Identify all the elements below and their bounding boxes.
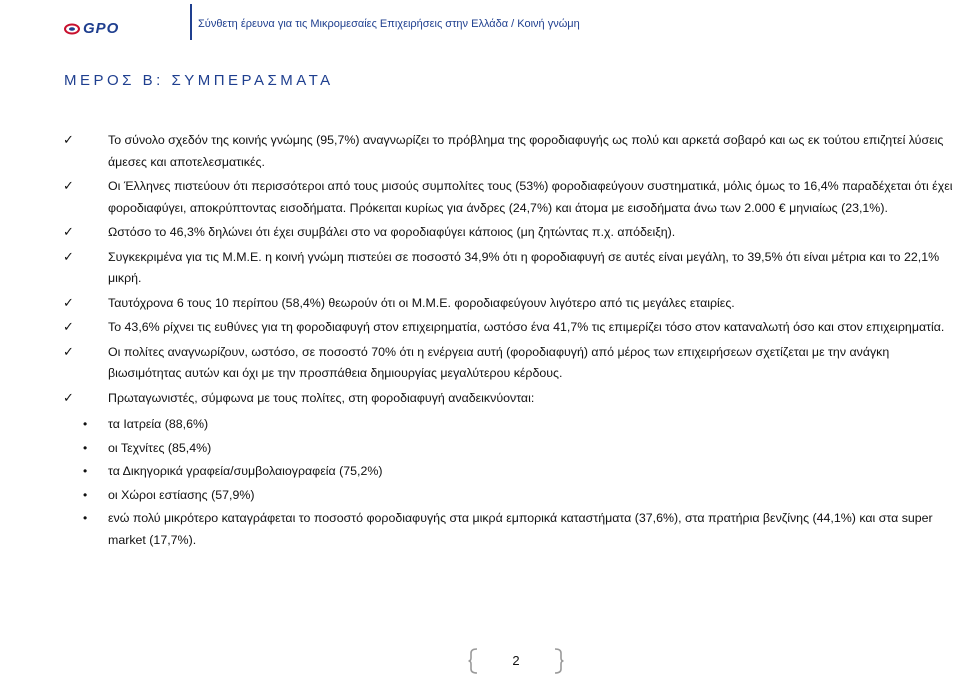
conclusion-text: Το 43,6% ρίχνει τις ευθύνες για τη φοροδιαφυγή στον επιχειρηματία, ωστόσο ένα 41,7% τις επιμερίζει τόσο στον καταναλωτή όσο και στον επιχειρηματία.	[108, 320, 945, 334]
logo-swirl-icon	[64, 23, 80, 35]
bullet-icon: •	[83, 511, 88, 525]
conclusion-item	[60, 293, 960, 315]
conclusion-text: Ταυτόχρονα 6 τους 10 περίπου (58,4%) θεωρούν ότι οι Μ.Μ.Ε. φοροδιαφεύγουν λιγότερο από τις μεγάλες εταιρίες.	[108, 295, 735, 310]
section-title: ΜΕΡΟΣ Β: ΣΥΜΠΕΡΑΣΜΑΤΑ	[64, 72, 334, 89]
check-icon: ✓	[63, 249, 74, 265]
protagonist-item	[60, 414, 960, 436]
header-divider	[190, 4, 192, 40]
conclusion-text: Συγκεκριμένα για τις Μ.Μ.Ε. η κοινή γνώμη πιστεύει σε ποσοστό 34,9% ότι η φοροδιαφυγή σε αυτές είναι μεγάλη, το 39,5% ότι είναι μέτρια και το 22,1% μικρή.	[108, 249, 940, 285]
conclusion-text: Οι πολίτες αναγνωρίζουν, ωστόσο, σε ποσοστό 70% ότι η ενέργεια αυτή (φοροδιαφυγή) από μέρος των επιχειρήσεων σχετίζεται με την ανάγκη βιωσιμότητας αυτών και όχι με την προσπάθεια δημιουργίας μεγαλύτερου κέρδους.	[108, 344, 890, 380]
check-icon: ✓	[63, 344, 74, 360]
conclusion-item	[60, 388, 960, 410]
right-brace-icon	[554, 648, 564, 674]
bullet-icon: •	[83, 440, 88, 455]
conclusion-text: Οι Έλληνες πιστεύουν ότι περισσότεροι από τους μισούς συμπολίτες τους (53%) φοροδιαφεύγουν συστηματικά, μόλις όμως το 16,4% παραδέχεται ότι έχει φοροδιαφύγει, αποκρύπτοντας εισοδήματα. Πρόκειται κυρίως για άνδρες (24,7%) και άτομα με εισοδήματα άνω των 2.000 € μηνιαίως (23,1%).	[108, 179, 953, 215]
protagonist-item	[60, 461, 960, 483]
protagonist-text: οι Χώροι εστίασης (57,9%)	[108, 487, 255, 502]
check-icon: ✓	[63, 390, 74, 406]
check-icon: ✓	[63, 295, 74, 311]
logo-text: GPO	[83, 20, 120, 37]
check-icon: ✓	[63, 133, 74, 148]
conclusion-item	[60, 130, 960, 173]
conclusions-list	[60, 130, 960, 551]
page-header	[0, 0, 960, 48]
conclusion-text: Το σύνολο σχεδόν της κοινής γνώμης (95,7%) αναγνωρίζει το πρόβλημα της φοροδιαφυγής ως πολύ και αρκετά σοβαρό και ως εκ τούτου επιζητεί λύσεις άμεσες και αποτελεσματικές.	[108, 133, 944, 169]
protagonist-item	[60, 508, 960, 551]
check-icon: ✓	[63, 225, 74, 240]
conclusion-item	[60, 247, 960, 290]
protagonist-text: οι Τεχνίτες (85,4%)	[108, 440, 212, 455]
conclusion-text: Πρωταγωνιστές, σύμφωνα με τους πολίτες, στη φοροδιαφυγή αναδεικνύονται:	[108, 390, 535, 405]
conclusion-text: Ωστόσο το 46,3% δηλώνει ότι έχει συμβάλει στο να φοροδιαφύγει κάποιος (μη ζητώντας π.χ. απόδειξη).	[108, 225, 676, 239]
protagonist-text: τα Ιατρεία (88,6%)	[108, 417, 209, 431]
conclusion-item	[60, 317, 960, 339]
conclusion-item	[60, 222, 960, 244]
conclusion-item	[60, 342, 960, 385]
protagonist-text: τα Δικηγορικά γραφεία/συμβολαιογραφεία (75,2%)	[108, 464, 383, 478]
bullet-icon: •	[83, 464, 88, 478]
protagonist-item	[60, 438, 960, 460]
check-icon: ✓	[63, 320, 74, 335]
bullet-icon: •	[83, 417, 88, 431]
protagonist-text: ενώ πολύ μικρότερο καταγράφεται το ποσοστό φοροδιαφυγής στα μικρά εμπορικά καταστήματα (37,6%), στα πρατήρια βενζίνης (44,1%) και στα super market (17,7%).	[108, 511, 933, 547]
bullet-icon: •	[83, 487, 88, 502]
gpo-logo	[64, 20, 119, 37]
header-title: Σύνθετη έρευνα για τις Μικρομεσαίες Επιχειρήσεις στην Ελλάδα / Κοινή γνώμη	[198, 18, 580, 30]
check-icon: ✓	[63, 179, 74, 194]
conclusion-item	[60, 176, 960, 219]
protagonist-item	[60, 485, 960, 507]
page-footer	[468, 648, 568, 674]
page-number: 2	[512, 653, 520, 668]
